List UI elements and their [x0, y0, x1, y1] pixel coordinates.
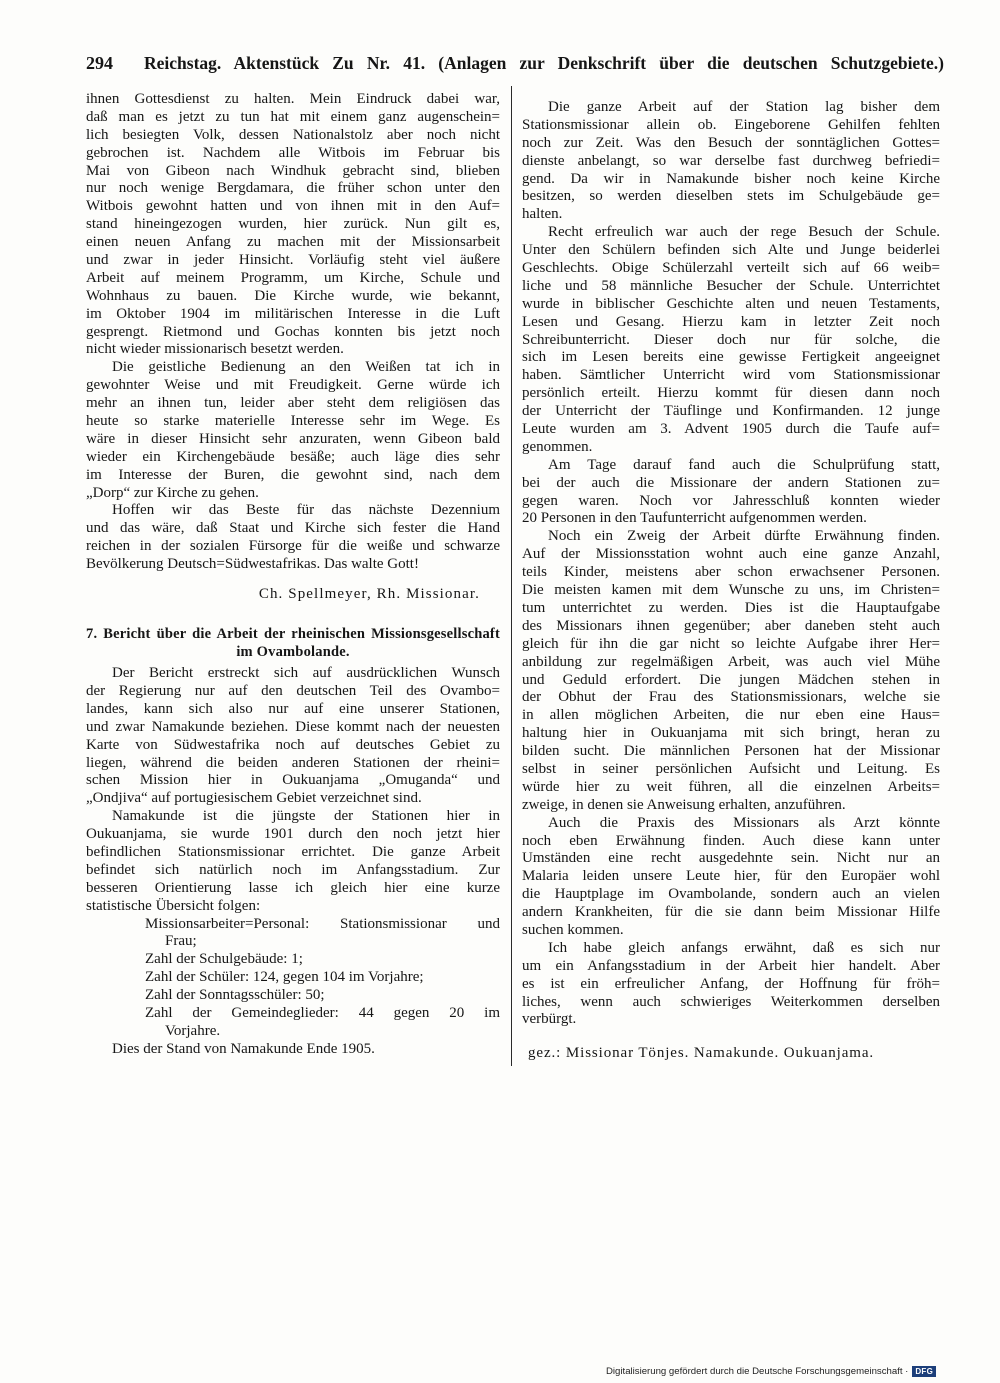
- text-line: Noch ein Zweig der Arbeit dürfte Erwähnung finden.: [548, 528, 940, 545]
- text-line: Der Bericht erstreckt sich auf ausdrücklichen Wunsch: [112, 665, 500, 682]
- text-line: noch eben Erwähnung finden. Auch diese kann unter: [522, 832, 940, 849]
- section-heading: [86, 625, 500, 661]
- text-line: Bevölkerung Deutsch=Südwestafrikas. Das walte Gott!: [86, 556, 419, 573]
- text-line: ihnen Gottesdienst zu halten. Mein Eindruck dabei war,: [86, 91, 500, 107]
- text-line: bilden sucht. Die männlichen Personen hat der Missionar: [522, 743, 940, 760]
- text-line: Auf der Missionsstation wohnt auch eine ganze Anzahl,: [522, 546, 940, 563]
- page-header: [86, 50, 944, 76]
- text-line: Mai von Gibeon nach Windhuk gebracht sind, blieben: [86, 162, 500, 179]
- text-line: Recht erfreulich war auch der rege Besuch der Schule.: [548, 224, 940, 241]
- text-line: besseren Orientierung lasse ich gleich hier eine kurze: [86, 879, 500, 896]
- page-footer: [606, 1364, 936, 1378]
- text-line: selbst in seiner persönlichen Aufsicht und Leitung. Es: [522, 760, 940, 777]
- text-line: Die ganze Arbeit auf der Station lag bisher dem: [548, 99, 940, 115]
- text-line: Frau;: [165, 933, 197, 950]
- text-line: Malaria leiden unsere Leute hier, für den Europäer wohl: [522, 868, 940, 885]
- statistics-item: [145, 969, 500, 987]
- text-line: liches, wenn auch schwieriges Weiterkommen derselben: [522, 993, 940, 1010]
- text-line: Schreibunterricht. Dieser doch nur für solche, die: [522, 331, 940, 348]
- text-line: gesprengt. Rietmond und Gochas konnten bis jetzt noch: [86, 323, 500, 340]
- paragraph: [522, 528, 940, 814]
- paragraph: [86, 665, 500, 808]
- paragraph: [522, 99, 940, 224]
- text-line: verbürgt.: [522, 1011, 577, 1028]
- text-line: nicht wieder missionarisch besetzt werden.: [86, 341, 344, 358]
- text-line: des Missionars ihnen gegenüber; aber daneben steht auch: [522, 617, 940, 634]
- text-line: in allen möglichen Arbeiten, die nur eben eine Haus=: [522, 707, 940, 724]
- text-line: befindet sich natürlich noch im Anfangsstadium. Zur: [86, 861, 500, 878]
- statistics-item: [145, 951, 500, 969]
- text-line: Leute wurden am 3. Advent 1905 durch die Taufe auf=: [522, 421, 940, 438]
- text-line: Wohnhaus zu bauen. Die Kirche wurde, wie bekannt,: [86, 287, 500, 304]
- digitization-credit: Digitalisierung gefördert durch die Deutsche Forschungsgemeinschaft ·: [606, 1365, 909, 1377]
- text-line: der Unterricht der Täuflinge und Konfirmanden. 12 junge: [522, 403, 940, 420]
- text-line: wieder ein Kirchengebäude besäße; auch läge dies sehr: [86, 448, 500, 465]
- text-line: gebrochen ist. Nachdem alle Witbois im Februar bis: [86, 144, 500, 161]
- text-line: gleich für ihn die gar nicht so leichte Aufgabe ihrer Her=: [522, 635, 940, 652]
- text-line: die Hauptplage im Ovambolande, sondern auch an vielen: [522, 886, 940, 903]
- text-line: wurde in biblischer Geschichte alten und neuen Testaments,: [522, 295, 940, 312]
- text-line: nur noch wenige Bergdamara, die früher schon unter den: [86, 180, 500, 197]
- text-line: halten.: [522, 206, 563, 223]
- text-line: haltung hier in Oukuanjama mit sich bringt, heran zu: [522, 725, 940, 742]
- statistics-item: [145, 987, 500, 1005]
- text-line: landes, kann sich also nur auf eine unserer Stationen,: [86, 700, 500, 717]
- text-line: suchen kommen.: [522, 921, 624, 938]
- text-line: Die meisten kamen mit dem Wunsche zu uns, im Christen=: [522, 582, 940, 599]
- text-line: Stationsmissionar allein ob. Eingeborene Gehilfen fehlten: [522, 116, 940, 133]
- text-line: andern Krankheiten, für die sie dann beim Missionar Hilfe: [522, 904, 940, 921]
- text-line: Umständen eine recht ausgedehnte sein. Nicht nur an: [522, 850, 940, 867]
- dfg-logo: DFG: [912, 1366, 936, 1377]
- text-line: gend. Da wir in Namakunde bisher noch keine Kirche: [522, 170, 940, 187]
- text-line: würde hier zu weit führen, all die einzelnen Arbeits=: [522, 778, 940, 795]
- text-line: persönlich erteilt. Hierzu kommt für diesen dann noch: [522, 385, 940, 402]
- text-line: Geschlechts. Obige Schülerzahl verteilt sich auf 66 weib=: [522, 260, 940, 277]
- section-heading-line: 7. Bericht über die Arbeit der rheinischen Missionsgesellschaft: [86, 626, 500, 643]
- text-line: es ist ein erfreulicher Anfang, der Hoffnung für fröh=: [522, 975, 940, 992]
- text-line: Ich habe gleich anfangs erwähnt, daß es sich nur: [548, 939, 940, 956]
- text-line: Karte von Südwestafrika noch auf deutsches Gebiet zu: [86, 736, 500, 753]
- text-line: reichen in der sozialen Fürsorge für die weiße und schwarze: [86, 538, 500, 555]
- text-line: befindlichen Stationsmissionar errichtet. Die ganze Arbeit: [86, 843, 500, 860]
- text-line: stand hineingezogen wurden, hier zurück. Nun gilt es,: [86, 216, 500, 233]
- paragraph: [522, 940, 940, 1029]
- paragraph: [86, 91, 500, 359]
- text-line: schen Mission hier in Oukuanjama „Omuganda“ und: [86, 772, 500, 789]
- text-line: Missionsarbeiter=Personal: Stationsmissionar und: [145, 915, 500, 932]
- text-line: mehr an ihnen tun, leider aber steht dem religiösen das: [86, 395, 500, 412]
- text-line: liegen, während die beiden anderen Stationen der rheini=: [86, 754, 500, 771]
- text-line: gewohnter Weise und mit Freudigkeit. Gerne würde ich: [86, 377, 500, 394]
- text-line: lich besiegten Volk, dessen Nationalstolz aber noch nicht: [86, 126, 500, 143]
- signature: gez.: Missionar Tönjes. Namakunde. Oukuanjama.: [528, 1045, 875, 1062]
- paragraph-group: [522, 99, 940, 1029]
- text-line: daß man es jetzt zu tun hat mit einem ganz augenschein=: [86, 108, 500, 125]
- text-line: gegen waren. Noch vor Jahresschluß konnten wieder: [522, 492, 940, 509]
- closing-line: Dies der Stand von Namakunde Ende 1905.: [112, 1040, 375, 1057]
- text-line: Zahl der Schulgebäude: 1;: [145, 951, 303, 968]
- paragraph: [522, 815, 940, 940]
- text-line: Hoffen wir das Beste für das nächste Dezennium: [112, 502, 500, 519]
- section-body: [86, 665, 500, 915]
- text-line: um ein Anfangsstadium in der Arbeit hier handelt. Aber: [522, 957, 940, 974]
- text-line: im Interesse der Buren, die gewohnt sind, nach dem: [86, 466, 500, 483]
- text-line: Auch die Praxis des Missionars als Arzt könnte: [548, 814, 940, 831]
- left-column: [86, 91, 500, 1076]
- continued-paragraph: [86, 91, 500, 359]
- text-line: Zahl der Sonntagsschüler: 50;: [145, 987, 325, 1004]
- text-line: liche und 58 männliche Besucher der Schule. Unterrichtet: [522, 277, 940, 294]
- statistics-item: [145, 1005, 500, 1041]
- text-line: heute so starke materielle Interesse sehr im Wege. Es: [86, 413, 500, 430]
- text-line: noch zur Zeit. Was den Besuch der sonntäglichen Gottes=: [522, 134, 940, 151]
- statistics-list: [86, 916, 500, 1041]
- text-line: Zahl der Gemeindeglieder: 44 gegen 20 im: [145, 1004, 500, 1021]
- paragraph: [86, 359, 500, 502]
- text-line: einen neuen Anfang zu machen mit der Missionsarbeit: [86, 234, 500, 251]
- text-line: sich im Lesen bereits eine gewisse Fertigkeit angeeignet: [522, 349, 940, 366]
- paragraph-group: [86, 359, 500, 574]
- text-line: wäre in dieser Hinsicht sehr anzuraten, wenn Gibeon bald: [86, 430, 500, 447]
- signature: Ch. Spellmeyer, Rh. Missionar.: [258, 586, 480, 603]
- text-line: haben. Sämtlicher Unterricht wird vom Stationsmissionar: [522, 367, 940, 384]
- text-line: zweige, in denen sie Anweisung erhalten, anzuführen.: [522, 796, 846, 813]
- text-line: tum unterrichtet zu werden. Dies ist die Hauptaufgabe: [522, 599, 940, 616]
- column-divider: [511, 86, 512, 1066]
- section-heading-line: im Ovambolande.: [236, 644, 350, 661]
- paragraph: [522, 457, 940, 529]
- text-line: teils Kinder, meistens aber schon erwachsener Personen.: [522, 564, 940, 581]
- text-line: bei der auch die Missionare der andern Stationen zu=: [522, 474, 940, 491]
- text-line: und zwar Namakunde beziehen. Diese kommt nach der neuesten: [86, 718, 500, 735]
- text-line: „Dorp“ zur Kirche zu gehen.: [86, 484, 259, 501]
- text-line: der Obhut der Frau des Stationsmissionars, welche sie: [522, 689, 940, 706]
- text-line: und das wäre, daß Staat und Kirche sich fester die Hand: [86, 520, 500, 537]
- text-line: Oukuanjama, sie wurde 1901 durch den noch jetzt hier: [86, 826, 500, 843]
- text-line: Arbeit auf meinem Programm, um Kirche, Schule und: [86, 269, 500, 286]
- text-line: Witbois gewohnt hatten und von ihnen mit in den Auf=: [86, 198, 500, 215]
- text-line: der Regierung nur auf den deutschen Teil des Ovambo=: [86, 682, 500, 699]
- running-title: Reichstag. Aktenstück Zu Nr. 41. (Anlagen zur Denkschrift über die deutschen Schutzgebiete.): [144, 53, 944, 73]
- text-line: Namakunde ist die jüngste der Stationen hier in: [112, 808, 500, 825]
- text-line: Unter den Schülern befinden sich Alte und Junge beiderlei: [522, 242, 940, 259]
- text-line: „Ondjiva“ auf portugiesischem Gebiet verzeichnet sind.: [86, 790, 422, 807]
- text-line: und Geduld erfordert. Die jungen Mädchen stehen in: [522, 671, 940, 688]
- page-number: 294: [86, 52, 113, 73]
- text-line: Vorjahre.: [165, 1022, 221, 1039]
- paragraph: [86, 502, 500, 574]
- text-line: anbildung zur regelmäßigen Arbeit, was auch viel Mühe: [522, 653, 940, 670]
- paragraph: [86, 808, 500, 915]
- text-line: genommen.: [522, 438, 593, 455]
- text-line: dienste anbelangt, so war derselbe fast durchweg befriedi=: [522, 152, 940, 169]
- text-line: statistische Übersicht folgen:: [86, 897, 261, 914]
- text-line: Die geistliche Bedienung an den Weißen tat ich in: [112, 359, 500, 376]
- text-line: besitzen, so werden dieselben stets im Schulgebäude ge=: [522, 188, 940, 205]
- text-line: Zahl der Schüler: 124, gegen 104 im Vorjahre;: [145, 969, 424, 986]
- text-line: Am Tage darauf fand auch die Schulprüfung statt,: [548, 456, 940, 473]
- text-line: und zwar in jeder Hinsicht. Vorläufig steht viel äußere: [86, 252, 500, 269]
- text-line: Lesen und Gesang. Hierzu kam in letzter Zeit noch: [522, 313, 940, 330]
- paragraph: [522, 224, 940, 457]
- text-line: im Oktober 1904 im militärischen Interesse in die Luft: [86, 305, 500, 322]
- right-column: [522, 99, 940, 1084]
- text-line: 20 Personen in den Taufunterricht aufgenommen werden.: [522, 510, 867, 527]
- statistics-item: [145, 916, 500, 952]
